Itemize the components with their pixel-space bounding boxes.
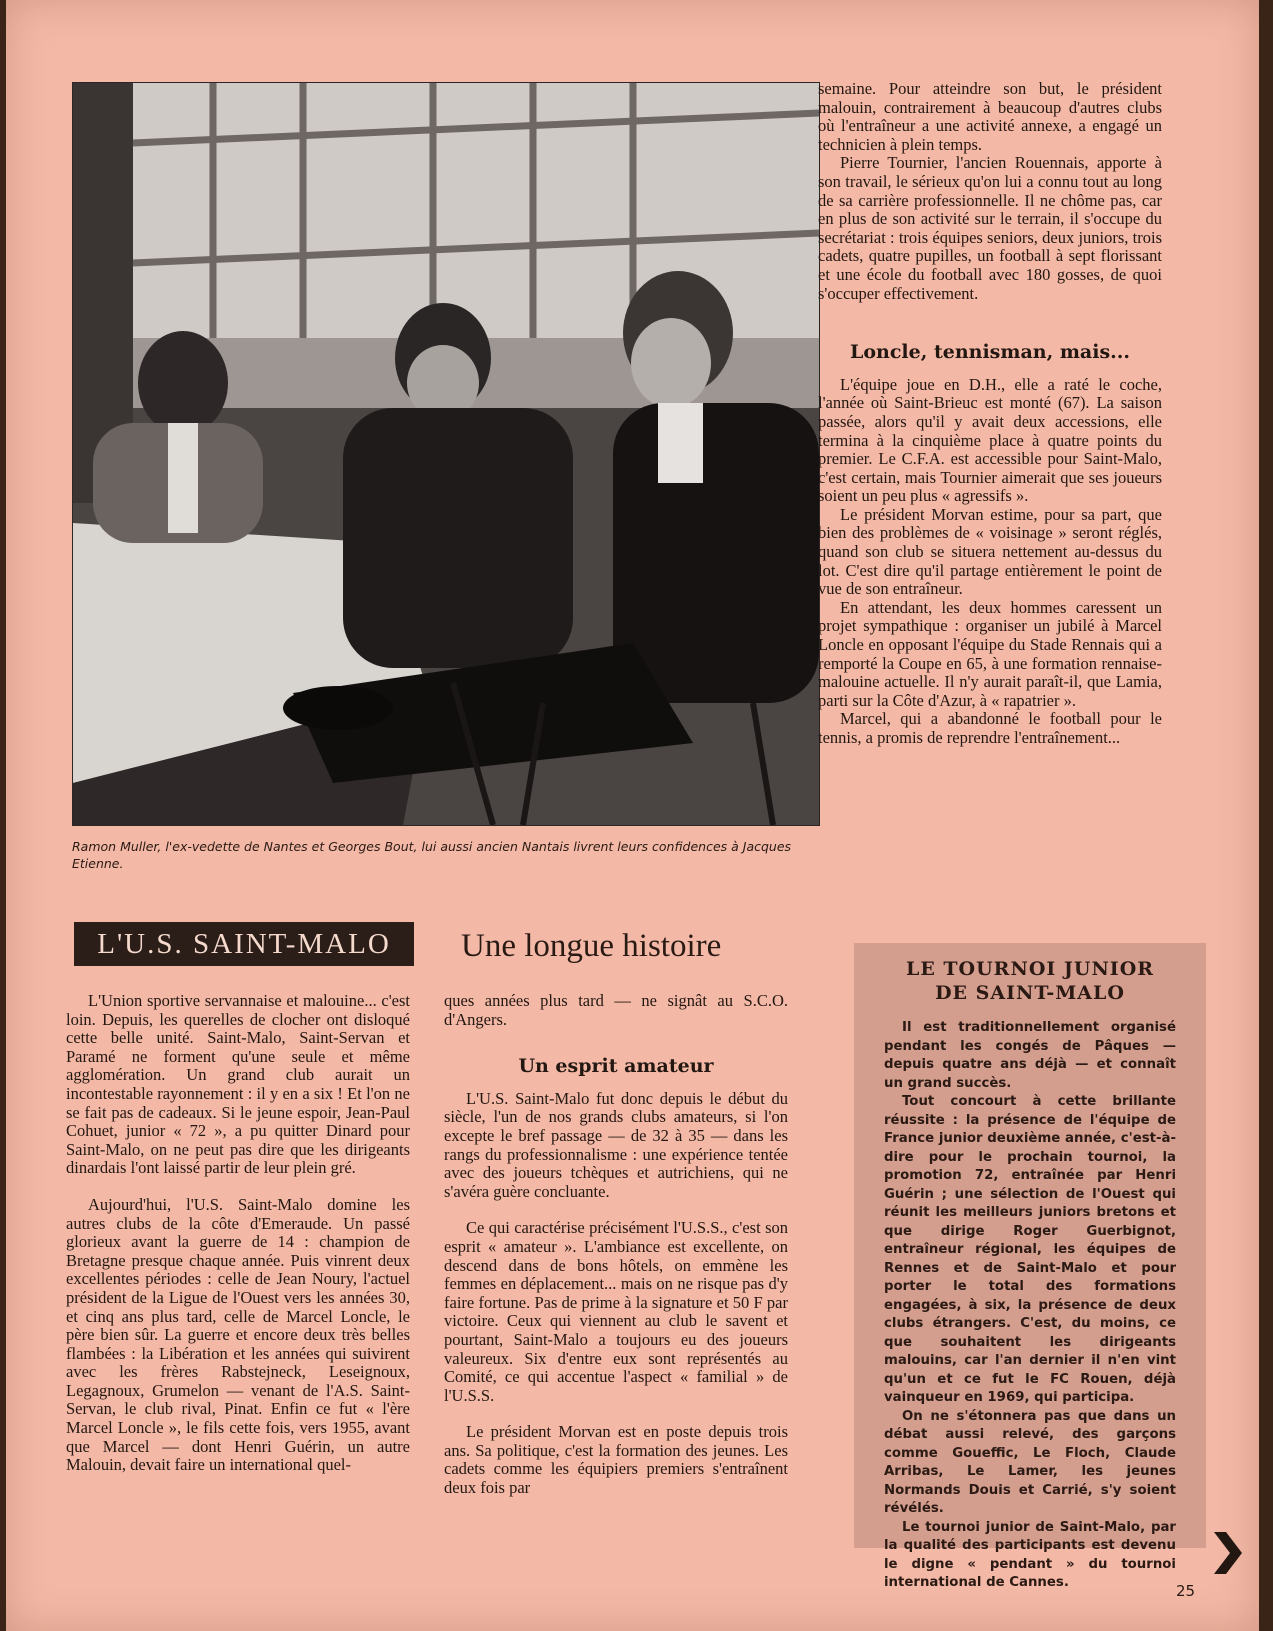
right-paragraph: Marcel, qui a abandonné le football pour le tennis, a promis de reprendre l'entraînement... [818,709,1162,747]
col2-paragraph: Le président Morvan est en poste depuis trois ans. Sa politique, c'est la formation des jeunes. Les cadets comme les équipiers premiers s'entraînent deux fois par [444,1422,788,1498]
photo [72,82,820,826]
right-paragraph: Le président Morvan estime, pour sa part, que bien des problèmes de « voisinage » seront réglés, quand son club se situera nettement au-dessus du lot. C'est dire qu'il partage entièrement le point de vue de son entraîneur. [818,504,1162,599]
column-2 [444,992,788,1498]
photo-illustration [73,83,819,825]
right-paragraph: L'équipe joue en D.H., elle a raté le coche, l'année où Saint-Brieuc est monté (67). La saison passée, alors qu'il y avait deux accessions, elle termina à la cinquième place à quatre points du premier. Le C.F.A. est accessible pour Saint-Malo, c'est certain, mais Tournier aimerait que ses joueurs soient un peu plus « agressifs ». [818,374,1162,506]
col2-paragraph: L'U.S. Saint-Malo fut donc depuis le début du siècle, l'un de nos grands clubs amateurs, si l'on excepte le bref passage — de 32 à 35 — dans les rangs du professionnalisme : une expérience tentée avec des joueurs tchèques et autrichiens, qui ne s'avéra guère concluante. [444,1088,788,1201]
col2-subheading: Un esprit amateur [518,1055,714,1078]
page-number: 25 [1176,1582,1196,1600]
box-paragraph: Le tournoi junior de Saint-Malo, par la qualité des participants est devenu le digne « pendant » du tournoi international de Cannes. [884,1519,1176,1590]
right-paragraph: En attendant, les deux hommes caressent un projet sympathique : organiser un jubilé à Marcel Loncle en opposant l'équipe du Stade Rennais qui a remporté la Coupe en 65, à une formation rennaise-malouine actuelle. Il n'y aurait paraît-il, que Lamia, parti sur la Côte d'Azur, à « rapatrier ». [818,597,1162,710]
box-paragraph: Tout concourt à cette brillante réussite : la présence de l'équipe de France junior deuxième année, c'est-à-dire pour le prochain tournoi, la promotion 72, entraînée par Henri Guérin ; une sélection de l'Ouest qui réunit les meilleurs juniors bretons et que dirige Roger Guerbignot, entraîneur régional, les équipes de Rennes et de Saint-Malo et pour porter le total des formations engagées, à six, la présence de deux clubs étrangers. C'est, du moins, ce que souhaitent les dirigeants malouins, car l'an dernier il n'en vint qu'un et ce fut le FC Rouen, déjà vainqueur en 1969, qui participa. [884,1094,1176,1405]
right-column [818,80,1162,748]
right-subheading: Loncle, tennisman, mais... [850,341,1130,364]
right-paragraph: Pierre Tournier, l'ancien Rouennais, apporte à son travail, le sérieux qu'on lui a connu tout au long de sa carrière professionnelle. Il ne chôme pas, car en plus de son activité sur le terrain, il s'occupe du secrétariat : trois équipes seniors, deux juniors, trois cadets, quatre pupilles, un football à sept florissant et une école du football avec 180 gosses, de quoi s'occuper effectivement. [818,153,1162,303]
sidebar-box [854,943,1206,1590]
box-paragraph: On ne s'étonnera pas que dans un débat aussi relevé, des garçons comme Goueffic, Le Floch, Claude Arribas, Le Lamer, les jeunes Normands Douis et Carrié, s'y soient révélés. [884,1408,1176,1516]
col1-paragraph: Aujourd'hui, l'U.S. Saint-Malo domine les autres clubs de la côte d'Emeraude. Un passé glorieux avant la guerre de 14 : champion de Bretagne presque chaque année. Puis vinrent deux excellentes périodes : celle de Jean Noury, l'actuel président de la Ligue de l'Ouest vers les années 30, et cinq ans plus tard, celle de Marcel Loncle, le père bien sûr. La guerre et encore deux très belles flambées : la Libération et les années qui suivirent avec les frères Rabstejneck, Leseignoux, Legagnoux, Grumelon — venant de l'A.S. Saint-Servan, le club rival, Pinat. Enfin ce fut « l'ère Marcel Loncle », le fils cette fois, vers 1955, avant que Marcel — dont Henri Guérin, un autre Malouin, devait faire un international quel- [66,1194,410,1475]
column-1 [66,992,410,1475]
right-paragraph: semaine. Pour atteindre son but, le président malouin, contrairement à beaucoup d'autres clubs où l'entraîneur a une activité annexe, a engagé un technicien à plein temps. [818,79,1162,154]
box-title-line-1: LE TOURNOI JUNIOR [905,958,1155,980]
box-body [854,1019,1206,1593]
col2-paragraph: Ce qui caractérise précisément l'U.S.S., c'est son esprit « amateur ». L'ambiance est excellente, on descend dans de bons hôtels, on emmène les femmes en déplacement... mais on ne risque pas d'y faire fortune. Pas de prime à la signature et 50 F par victoire. Ceux qui viennent au club le savent et pourtant, Saint-Malo a toujours eu des joueurs valeureux. Six d'entre eux sont représentés au Comité, ce qui accentue l'aspect « familial » de l'U.S.S. [444,1218,788,1405]
box-paragraph: Il est traditionnellement organisé pendant les congés de Pâques — depuis quatre ans déjà — et connaît un grand succès. [884,1020,1176,1091]
section-banner: L'U.S. SAINT-MALO [74,922,414,966]
box-title [854,957,1206,1005]
photo-caption: Ramon Muller, l'ex-vedette de Nantes et Georges Bout, lui aussi ancien Nantais livrent leurs confidences à Jacques Etienne. [72,839,792,871]
continue-arrow-icon [1214,1532,1242,1574]
col2-lead: ques années plus tard — ne signât au S.C.O. d'Angers. [444,991,788,1029]
article-headline: Une longue histoire [461,928,722,964]
box-title-line-2: DE SAINT-MALO [935,982,1125,1004]
magazine-page [6,0,1259,1631]
col1-paragraph: L'Union sportive servannaise et malouine... c'est loin. Depuis, les querelles de clocher ont disloqué cette belle unité. Saint-Malo, Saint-Servan et Paramé ne forment qu'une seule et même agglomération. Un grand club aurait un incontestable rayonnement : il y en a six ! Et l'on ne se fait pas de cadeaux. Si le jeune espoir, Jean-Paul Cohuet, junior « 72 », a pu quitter Dinard pour Saint-Malo, on ne peut pas dire que les dirigeants dinardais l'ont laissé partir de leur plein gré. [66,991,410,1178]
